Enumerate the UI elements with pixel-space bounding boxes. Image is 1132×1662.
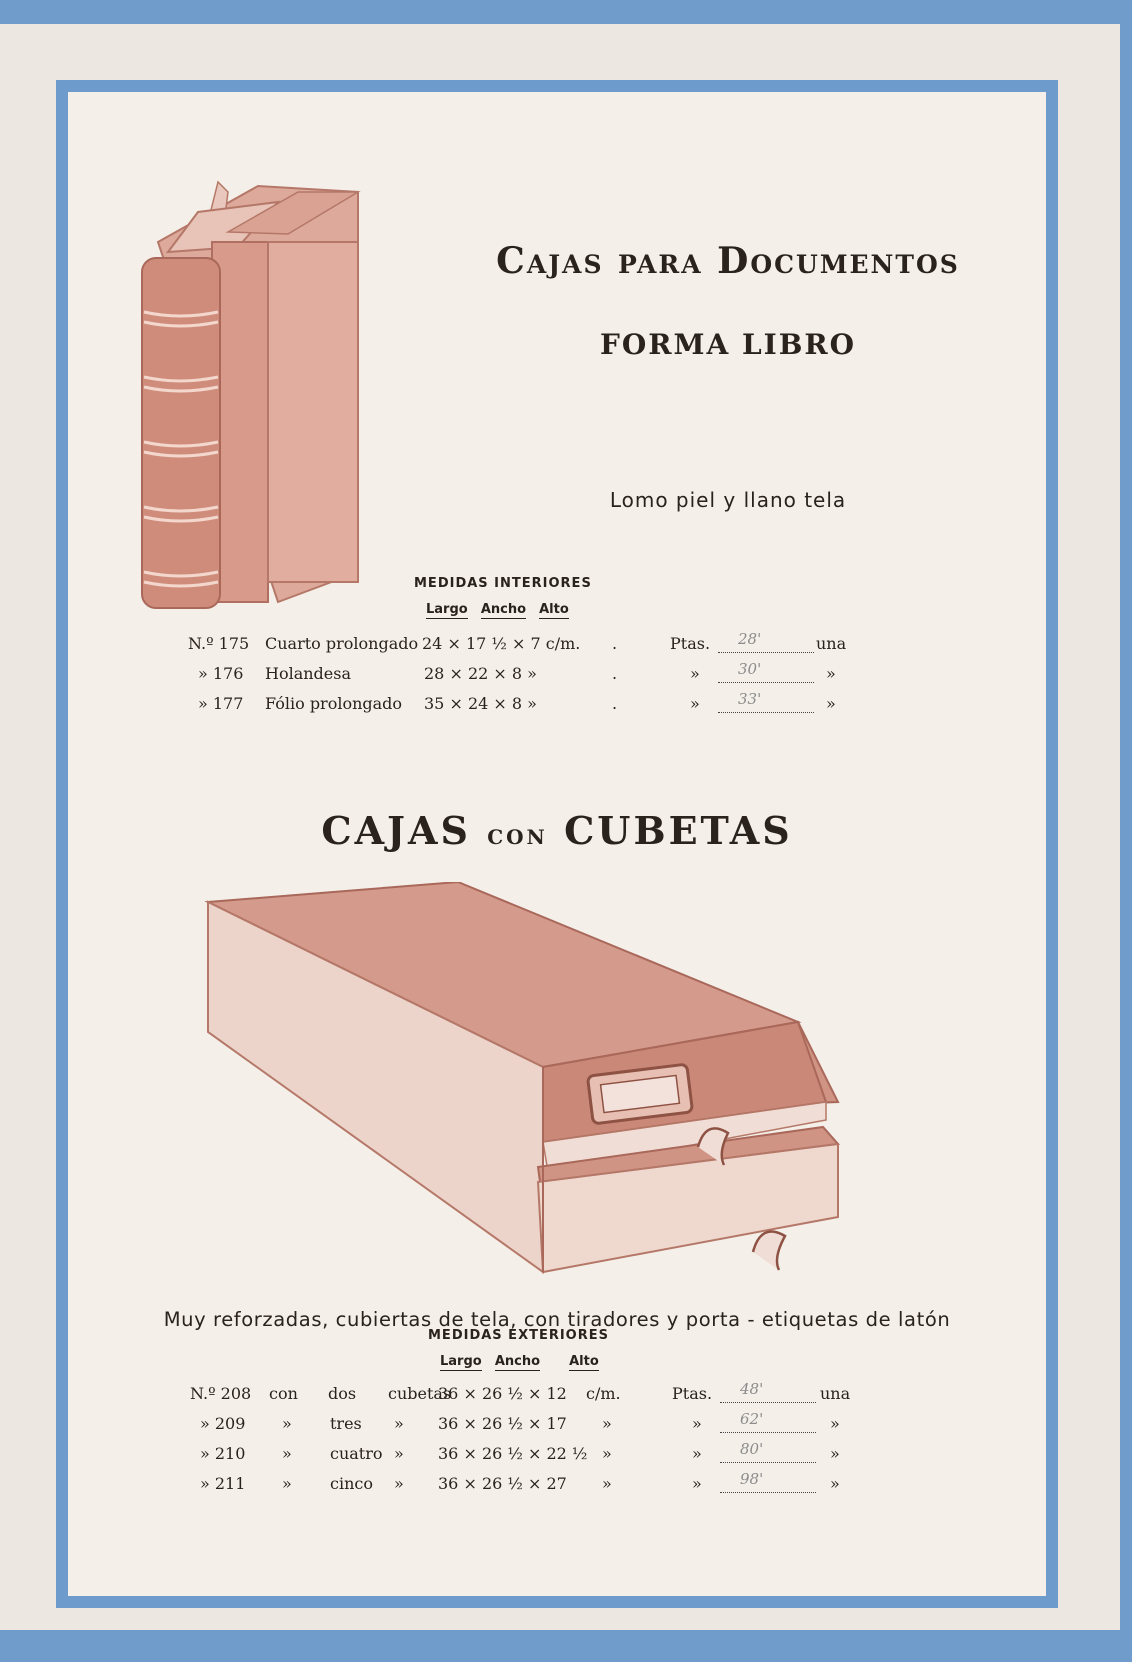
row-number: » 176: [198, 664, 244, 683]
book-box-illustration: [128, 172, 368, 612]
column-ancho: Ancho: [494, 1354, 541, 1369]
column-largo: Largo: [426, 602, 468, 617]
row-unit: »: [830, 1414, 840, 1433]
row-size: 36 × 26 ½ × 17: [438, 1414, 567, 1433]
table-row: [188, 1470, 1008, 1498]
row-unit: »: [826, 694, 836, 713]
row-price: 33': [738, 690, 762, 708]
blue-frame: [56, 80, 1058, 1608]
table-row: [188, 1440, 1008, 1468]
drawer-box-illustration: [198, 882, 898, 1282]
row-unit-cm: »: [602, 1414, 612, 1433]
row-unit-cm: c/m.: [586, 1384, 621, 1403]
row-name: Fólio prolongado: [265, 694, 403, 713]
section1-description: Lomo piel y llano tela: [609, 488, 847, 512]
row-price: 30': [738, 660, 762, 678]
row-number: » 210: [200, 1444, 246, 1463]
catalog-page: [68, 92, 1046, 1596]
row-ptas: »: [692, 1414, 702, 1433]
table-row: [188, 1410, 1008, 1438]
row-dot: .: [612, 694, 618, 713]
row-price: 28': [738, 630, 762, 648]
table-row: [188, 690, 988, 718]
row-dot: .: [612, 664, 618, 683]
row-price: 80': [740, 1440, 764, 1458]
table-row: [188, 630, 988, 658]
row-price: 98': [740, 1470, 764, 1488]
row-ptas: »: [692, 1474, 702, 1493]
row-ptas: »: [690, 664, 700, 683]
row-number: N.º 208: [190, 1384, 252, 1403]
row-unit: »: [826, 664, 836, 683]
row-ptas: Ptas.: [670, 634, 711, 653]
section2-description: Muy reforzadas, cubiertas de tela, con tiradores y porta - etiquetas de latón: [163, 1308, 951, 1331]
table-row: [188, 660, 988, 688]
section2-title-b: con: [487, 818, 548, 851]
section2-title: [68, 808, 1046, 853]
row-name: Cuarto prolongado: [265, 634, 419, 653]
row-size: 24 × 17 ½ × 7 c/m.: [422, 634, 581, 653]
row-unit-cm: »: [602, 1444, 612, 1463]
section1-columns: [426, 598, 577, 617]
row-unit: »: [830, 1444, 840, 1463]
row-qty: cinco: [330, 1474, 373, 1493]
row-qty: tres: [330, 1414, 362, 1433]
row-price: 48': [740, 1380, 764, 1398]
column-alto: Alto: [569, 1354, 599, 1369]
row-dot: .: [612, 634, 618, 653]
column-alto: Alto: [539, 602, 569, 617]
row-size: 36 × 26 ½ × 22 ½: [438, 1444, 588, 1463]
section1-measures-header: MEDIDAS INTERIORES: [414, 576, 592, 591]
row-number: » 209: [200, 1414, 246, 1433]
row-qty: dos: [328, 1384, 357, 1403]
row-size: 36 × 26 ½ × 12: [438, 1384, 567, 1403]
row-number: » 211: [200, 1474, 246, 1493]
row-size: 35 × 24 × 8 »: [424, 694, 537, 713]
row-con: con: [269, 1384, 298, 1403]
row-word: »: [394, 1444, 404, 1463]
section1-title: Cajas para Documentos: [496, 240, 960, 282]
row-word: »: [394, 1414, 404, 1433]
column-ancho: Ancho: [480, 602, 527, 617]
row-con: »: [282, 1474, 292, 1493]
row-size: 28 × 22 × 8 »: [424, 664, 537, 683]
row-con: »: [282, 1414, 292, 1433]
column-largo: Largo: [440, 1354, 482, 1369]
row-price: 62': [740, 1410, 764, 1428]
row-con: »: [282, 1444, 292, 1463]
section2-title-c: CUBETAS: [564, 808, 793, 853]
section2-measures-header: MEDIDAS EXTERIORES: [428, 1328, 609, 1343]
row-ptas: »: [690, 694, 700, 713]
row-number: » 177: [198, 694, 244, 713]
table-row: [188, 1380, 1008, 1408]
row-unit-cm: »: [602, 1474, 612, 1493]
section2-columns: [440, 1350, 607, 1369]
section2-title-a: CAJAS: [321, 808, 471, 853]
row-ptas: Ptas.: [672, 1384, 713, 1403]
row-unit: »: [830, 1474, 840, 1493]
row-word: »: [394, 1474, 404, 1493]
row-number: N.º 175: [188, 634, 250, 653]
row-unit: una: [816, 634, 847, 653]
catalog-sheet: [0, 24, 1120, 1630]
section1-subtitle: FORMA LIBRO: [599, 328, 857, 361]
row-qty: cuatro: [330, 1444, 383, 1463]
row-size: 36 × 26 ½ × 27: [438, 1474, 567, 1493]
row-name: Holandesa: [265, 664, 352, 683]
row-word: cubetas: [388, 1384, 452, 1403]
row-unit: una: [820, 1384, 851, 1403]
row-ptas: »: [692, 1444, 702, 1463]
